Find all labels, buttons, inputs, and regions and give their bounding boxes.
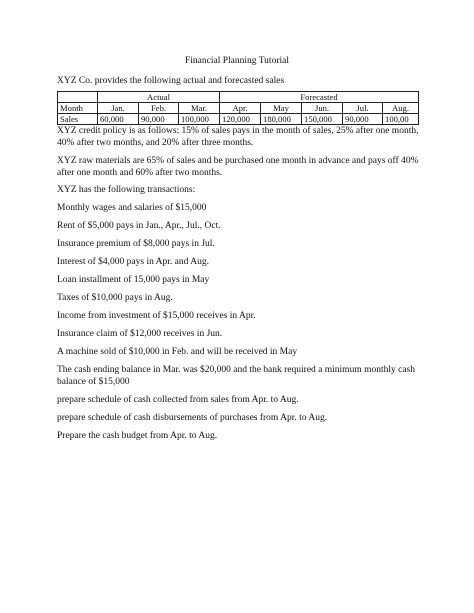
task-item: prepare schedule of cash collected from sales from Apr. to Aug.: [57, 395, 299, 405]
transaction-item: Taxes of $10,000 pays in Aug.: [57, 293, 173, 303]
cash-balance-paragraph: The cash ending balance in Mar. was $20,000 and the bank required a minimum monthly cash balance of $15,000: [57, 365, 416, 387]
month-cell: Jun.: [302, 103, 343, 114]
month-cell: Mar.: [179, 103, 220, 114]
transaction-item: Interest of $4,000 pays in Apr. and Aug.: [57, 257, 209, 267]
transaction-item: Loan installment of 15,000 pays in May: [57, 275, 210, 285]
month-cell: Apr.: [220, 103, 261, 114]
raw-materials-paragraph: XYZ raw materials are 65% of sales and be purchased one month in advance and pays off 40% after one month and 60% after two months.: [57, 156, 419, 178]
sales-cell: 60,000: [98, 114, 139, 125]
transaction-item: Monthly wages and salaries of $15,000: [57, 203, 207, 213]
month-cell: Feb.: [139, 103, 179, 114]
sales-cell: 120,000: [220, 114, 261, 125]
credit-policy-paragraph: XYZ credit policy is as follows: 15% of sales pays in the month of sales, 25% after one month, 40% after two months, and 20% after three months.: [57, 126, 419, 148]
month-cell: Aug.: [383, 103, 419, 114]
table-header-group-row: [58, 92, 419, 103]
month-cell: Jul.: [343, 103, 383, 114]
task-item: Prepare the cash budget from Apr. to Aug.: [57, 431, 218, 441]
task-item: prepare schedule of cash disbursements of purchases from Apr. to Aug.: [57, 413, 328, 423]
month-row-label: Month: [58, 103, 98, 114]
transaction-item: Insurance premium of $8,000 pays in Jul.: [57, 239, 215, 249]
sales-cell: 100,00: [383, 114, 419, 125]
transactions-heading: XYZ has the following transactions:: [57, 185, 196, 195]
transaction-item: Income from investment of $15,000 receives in Apr.: [57, 311, 256, 321]
sales-cell: 180,000: [261, 114, 302, 125]
document-title: Financial Planning Tutorial: [185, 56, 289, 66]
transaction-item: Rent of $5,000 pays in Jan., Apr., Jul., Oct.: [57, 221, 221, 231]
sales-cell: 90,000: [343, 114, 383, 125]
transaction-item: A machine sold of $10,000 in Feb. and will be received in May: [57, 347, 298, 357]
sales-cell: 90,000: [139, 114, 179, 125]
table-corner-cell: [58, 92, 98, 103]
table-sales-row: [58, 114, 419, 125]
forecasted-group-header: Forecasted: [220, 92, 419, 103]
actual-group-header: Actual: [98, 92, 220, 103]
table-month-row: [58, 103, 419, 114]
intro-text: XYZ Co. provides the following actual and forecasted sales: [57, 76, 285, 86]
month-cell: May: [261, 103, 302, 114]
sales-cell: 100,000: [179, 114, 220, 125]
sales-cell: 150,000: [302, 114, 343, 125]
month-cell: Jan.: [98, 103, 139, 114]
sales-table: [57, 91, 419, 125]
sales-row-label: Sales: [58, 114, 98, 125]
transaction-item: Insurance claim of $12,000 receives in Jun.: [57, 329, 223, 339]
